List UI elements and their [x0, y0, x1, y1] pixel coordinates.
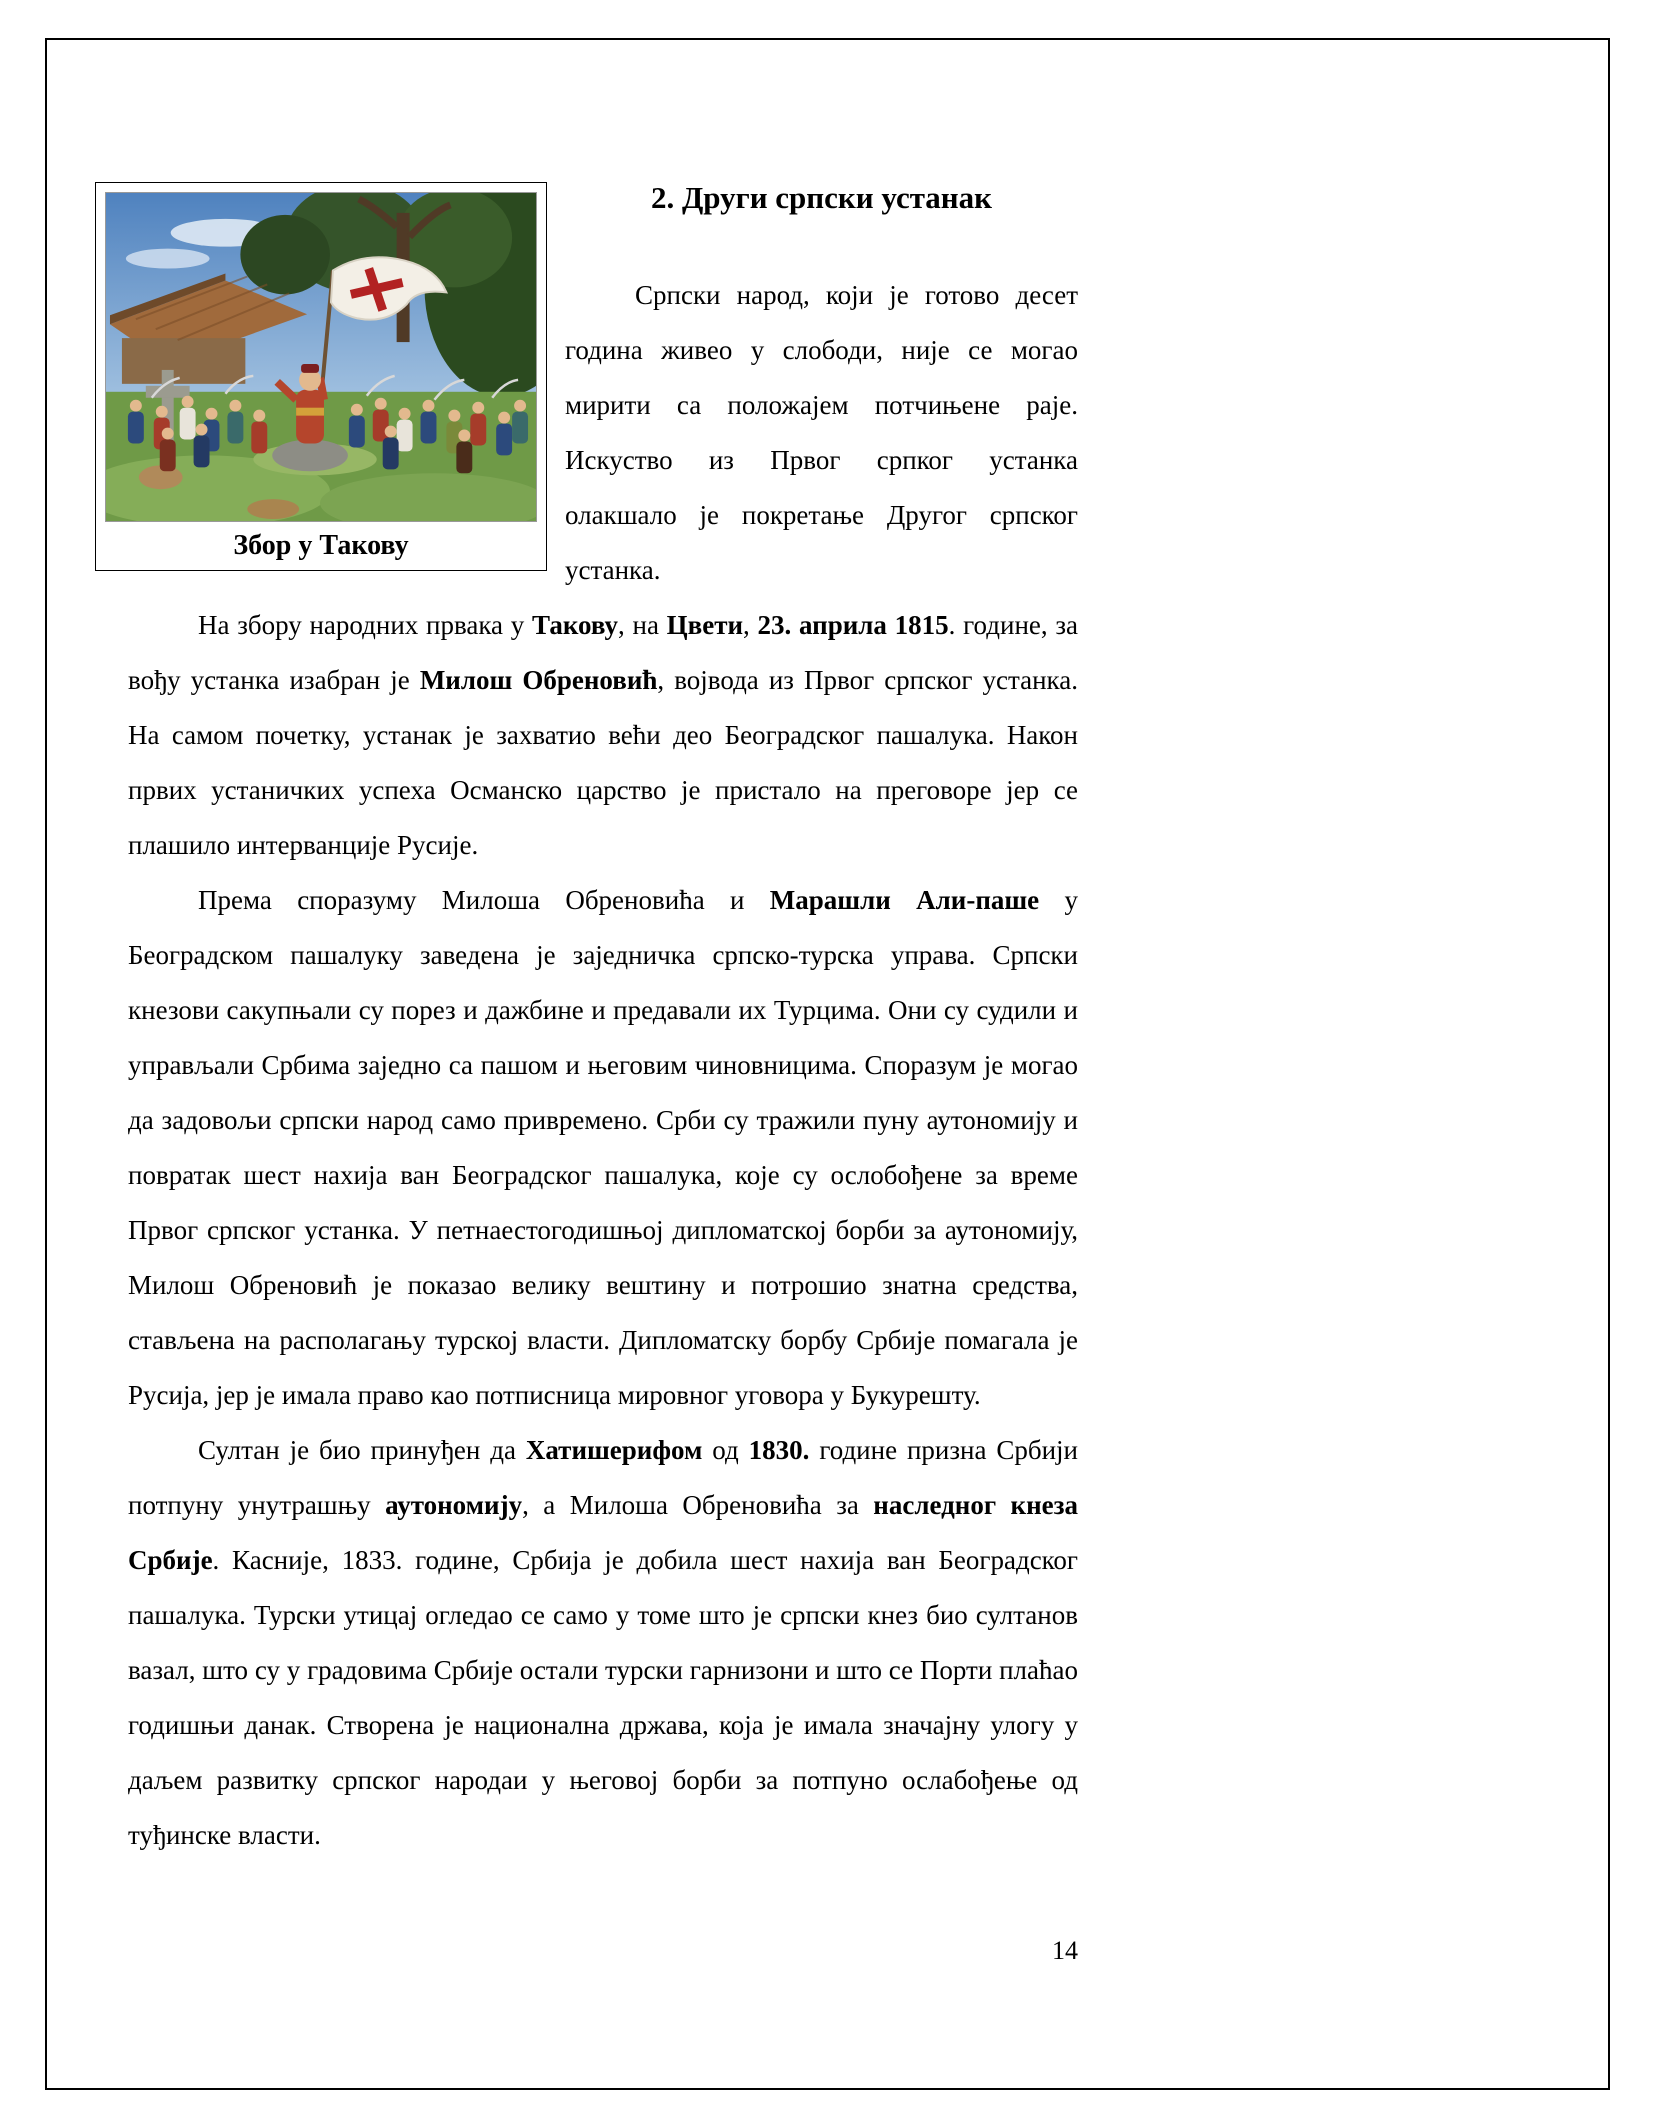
- bold-text-run: 1830.: [748, 1435, 810, 1465]
- text-run: Према споразуму Милоша Обреновића и: [198, 885, 770, 915]
- text-run: . године, за вођу устанка изабран је: [128, 610, 1079, 695]
- text-run: , а Милоша Обреновића за: [522, 1490, 874, 1520]
- text-run: , војвода из Првог српског устанка. На самом почетку, устанак је захватио већи део Београдског пашалука. Након првих устаничких успеха Османско царство је пристало на преговоре јер се плашило интерванције Русије.: [128, 665, 1078, 860]
- page-title: 2. Други српски устанак: [650, 180, 993, 215]
- takovo-painting-image: [106, 193, 536, 521]
- text-run: Српски народ, који је готово десет година живео у слободи, није се могао мирити са положајем потчињене раје. Искуство из Првог српког устанка олакшало је покретање Другог српског устанка.: [565, 280, 1078, 585]
- text-run: . Касније, 1833. године, Србија је добила шест нахија ван Београдског пашалука. Турски утицај огледао се само у томе што је српски кнез био султанов вазал, што су у градовима Србије остали турски гарнизони и што се Порти плаћао годишњи данак. Створена је национална држава, која је имала значајну улогу у даљем развитку српског народаи у његовој борби за потпуно ослабођење од туђинске власти.: [128, 1545, 1078, 1850]
- text-run: ,: [743, 610, 758, 640]
- paragraph: [128, 598, 1078, 873]
- figure-caption: Збор у Такову: [233, 530, 409, 561]
- paragraph: [128, 1423, 1078, 1863]
- page-number: 14: [1052, 1936, 1078, 1965]
- takovo-figure: [95, 182, 547, 571]
- text-run: , на: [618, 610, 667, 640]
- takovo-painting: [105, 192, 537, 522]
- text-run: у Београдском пашалуку заведена је заједничка српско-турска управа. Српски кнезови сакупњали су порез и дажбине и предавали их Турцима. Они су судили и управљали Србима заједно са пашом и његовим чиновницима. Споразум је могао да задовољи српски народ само привремено. Срби су тражили пуну аутономију и повратак шест нахија ван Београдског пашалука, које су ослобођене за време Првог српског устанка. У петнаестогодишњој дипломатској борби за аутономију, Милош Обреновић је показао велику вештину и потрошио знатна средства, стављена на располагању турској власти. Дипломатску борбу Србије помагала је Русија, јер је имала право као потписница мировног уговора у Букурешту.: [128, 885, 1079, 1410]
- page-content: [128, 180, 1078, 1863]
- bold-text-run: Хатишерифом: [525, 1435, 703, 1465]
- text-run: Султан је био принуђен да: [198, 1435, 526, 1465]
- bold-text-run: Цвети: [666, 610, 744, 640]
- text-run: На збору народних првака у: [198, 610, 532, 640]
- paragraph: [128, 873, 1078, 1423]
- bold-text-run: Милош Обреновић: [419, 665, 658, 695]
- text-run: године призна Србији потпуну унутрашњу: [128, 1435, 1078, 1520]
- bold-text-run: Марашли Али-паше: [769, 885, 1040, 915]
- bold-text-run: 23. априла 1815: [757, 610, 949, 640]
- bold-text-run: аутономију: [385, 1490, 523, 1520]
- bold-text-run: наследног кнеза Србије: [128, 1490, 1078, 1575]
- text-run: од: [702, 1435, 749, 1465]
- bold-text-run: Такову: [531, 610, 619, 640]
